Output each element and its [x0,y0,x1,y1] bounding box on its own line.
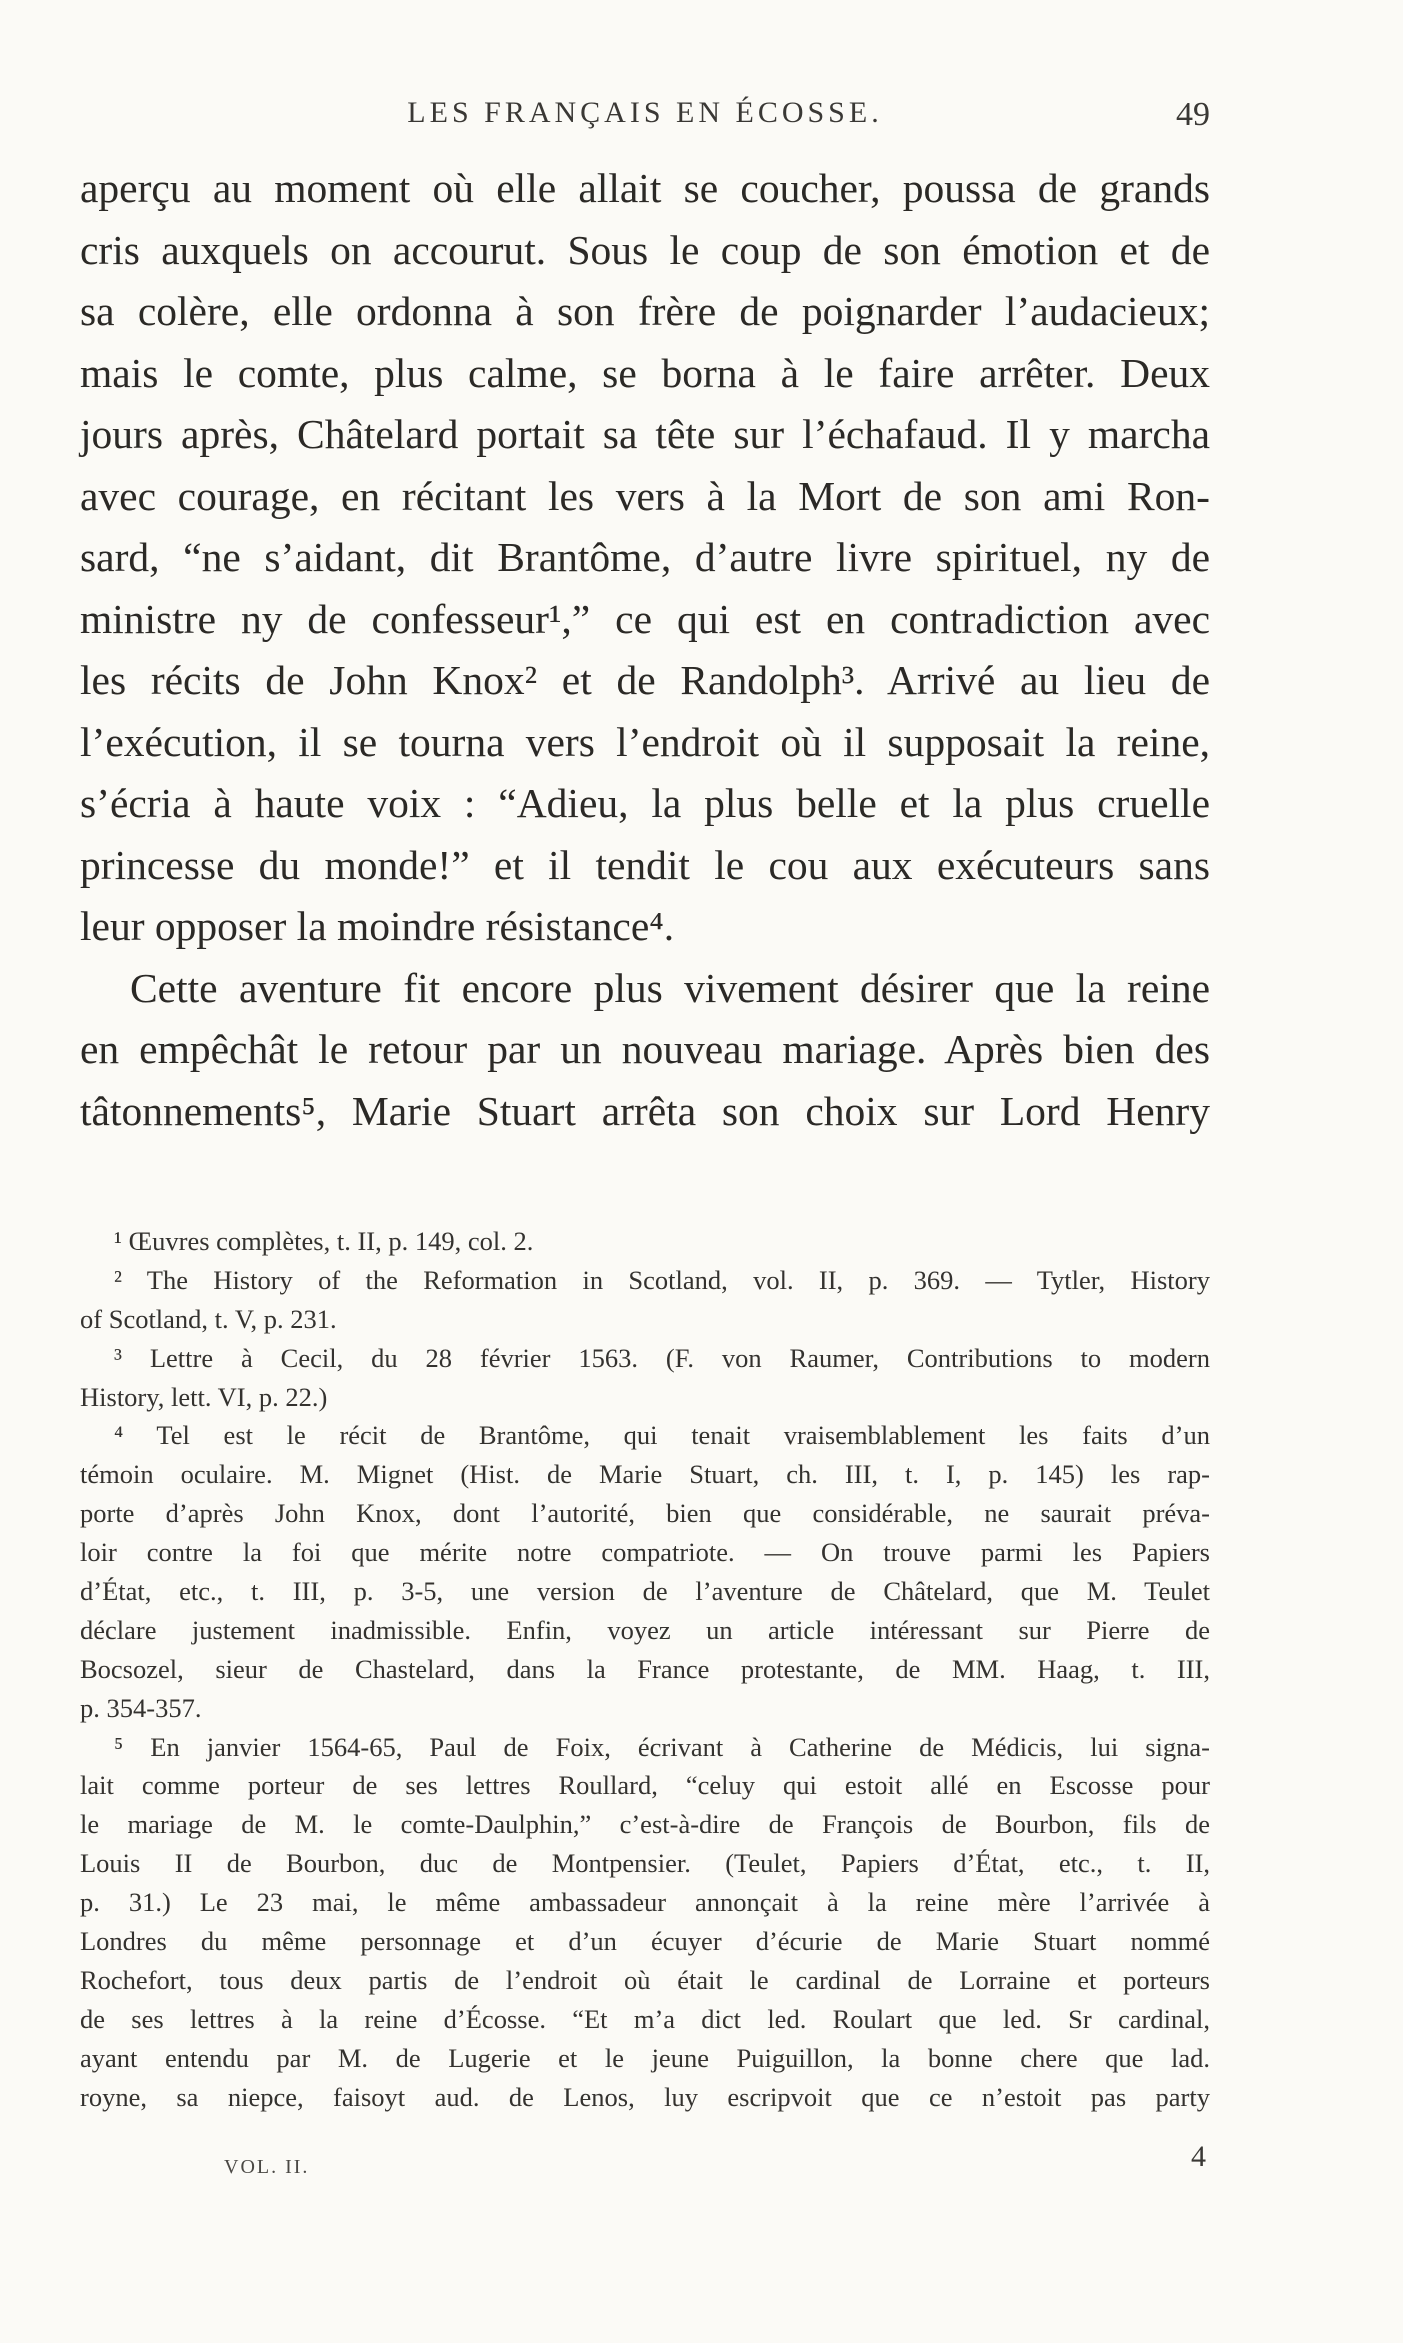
footnote-line: ⁵ En janvier 1564-65, Paul de Foix, écrivant à Catherine de Médicis, lui signa- [114,1731,1210,1762]
body-line: aperçu au moment où elle allait se coucher, poussa de grands [80,165,1210,211]
footnote-line: Bocsozel, sieur de Chastelard, dans la France protestante, de MM. Haag, t. III, [80,1653,1210,1684]
body-line: mais le comte, plus calme, se borna à le faire arrêter. Deux [80,349,1210,396]
footnote-line: ¹ Œuvres complètes, t. II, p. 149, col. 2. [114,1226,534,1256]
footnote-line: porte d’après John Knox, dont l’autorité, bien que considérable, ne saurait préva- [80,1498,1210,1529]
body-line: en empêchât le retour par un nouveau mariage. Après bien des [80,1026,1210,1072]
body-line: l’exécution, il se tourna vers l’endroit où il supposait la reine, [80,718,1210,765]
footnote-line: p. 354-357. [80,1692,202,1723]
body-line: leur opposer la moindre résistance⁴. [80,903,675,949]
footnote-line: p. 31.) Le 23 mai, le même ambassadeur annonçait à la reine mère l’arrivée à [80,1887,1210,1918]
main-text [80,158,1210,1142]
footnotes [80,1222,1210,2116]
body-line: princesse du monde!” et il tendit le cou aux exécuteurs sans [80,841,1210,888]
footnote-line: d’État, etc., t. III, p. 3-5, une version de l’aventure de Châtelard, que M. Teulet [80,1576,1210,1607]
footnote-line: of Scotland, t. V, p. 231. [80,1303,337,1334]
footnote-line: Rochefort, tous deux partis de l’endroit où était le cardinal de Lorraine et porteurs [80,1964,1210,1995]
signature-mark: 4 [1191,2140,1206,2173]
body-line: avec courage, en récitant les vers à la Mort de son ami Ron- [80,472,1210,519]
footnote-line: lait comme porteur de ses lettres Roullard, “celuy qui estoit allé en Escosse pour [80,1770,1210,1801]
body-line: cris auxquels on accourut. Sous le coup de son émotion et de [80,226,1210,273]
body-line: tâtonnements⁵, Marie Stuart arrêta son choix sur Lord Henry [80,1087,1210,1134]
body-line: jours après, Châtelard portait sa tête sur l’échafaud. Il y marcha [80,411,1210,457]
body-line: sa colère, elle ordonna à son frère de poignarder l’audacieux; [80,288,1210,334]
volume-label: VOL. II. [224,2156,310,2178]
footnote-line: ayant entendu par M. de Lugerie et le jeune Puiguillon, la bonne chere que lad. [80,2042,1210,2073]
body-line: Cette aventure fit encore plus vivement désirer que la reine [130,964,1210,1011]
footnote-line: loir contre la foi que mérite notre compatriote. — On trouve parmi les Papiers [80,1537,1210,1568]
running-head: LES FRANÇAIS EN ÉCOSSE. [407,96,883,129]
footnote-line: déclare justement inadmissible. Enfin, voyez un article intéressant sur Pierre de [80,1614,1210,1645]
footnote-line: Louis II de Bourbon, duc de Montpensier. (Teulet, Papiers d’État, etc., t. II, [80,1848,1210,1879]
footnote-line: Londres du même personnage et d’un écuyer d’écurie de Marie Stuart nommé [80,1926,1210,1957]
footnote-line: de ses lettres à la reine d’Écosse. “Et m’a dict led. Roulart que led. Sr cardinal, [80,2003,1210,2034]
body-line: ministre ny de confesseur¹,” ce qui est en contradiction avec [80,595,1210,642]
body-line: les récits de John Knox² et de Randolph³. Arrivé au lieu de [80,657,1210,703]
footnote-line: History, lett. VI, p. 22.) [80,1381,328,1412]
page-header [80,96,1210,136]
body-line: s’écria à haute voix : “Adieu, la plus belle et la plus cruelle [80,780,1210,826]
footnote-line: le mariage de M. le comte-Daulphin,” c’est-à-dire de François de Bourbon, fils de [80,1809,1210,1840]
footnote-line: témoin oculaire. M. Mignet (Hist. de Marie Stuart, ch. III, t. I, p. 145) les rap- [80,1459,1210,1490]
footnote-line: ³ Lettre à Cecil, du 28 février 1563. (F. von Raumer, Contributions to modern [114,1342,1210,1373]
footnote-line: ⁴ Tel est le récit de Brantôme, qui tenait vraisemblablement les faits d’un [114,1420,1210,1451]
footnote-line: ² The History of the Reformation in Scotland, vol. II, p. 369. — Tytler, History [114,1264,1210,1295]
body-line: sard, “ne s’aidant, dit Brantôme, d’autre livre spirituel, ny de [80,534,1210,580]
footnote-line: royne, sa niepce, faisoyt aud. de Lenos, luy escripvoit que ce n’estoit pas party [80,2081,1210,2112]
page-footer [80,2140,1210,2180]
page-number: 49 [1176,96,1210,133]
